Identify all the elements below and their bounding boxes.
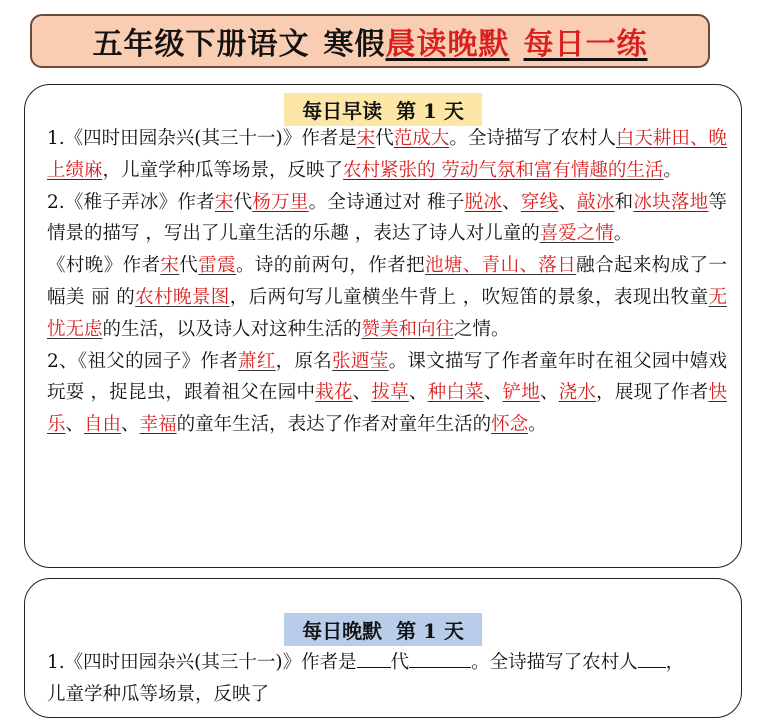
morning-heading-day: 第 1 天 (396, 99, 464, 123)
worksheet-title (30, 14, 710, 68)
answer: 白天耕田、晚上绩麻 (47, 128, 727, 181)
answer: 敲冰 (577, 191, 615, 213)
answer-blank[interactable] (638, 649, 666, 668)
title-morning-evening: 晨读晚默 (385, 27, 510, 62)
question-2: 儿童学种瓜等场景，反映了 (47, 683, 270, 705)
title-break: 寒假 (323, 27, 386, 62)
morning-body (47, 123, 727, 441)
answer: 宋 (356, 128, 376, 149)
paragraph-1: 1.《四时田园杂兴(其三十一)》作者是宋代范成大。全诗描写了农村人白天耕田、晚上绩麻，儿童学种瓜等场景，反映了农村紧张的 劳动气氛和富有情趣的生活。 (47, 128, 727, 181)
morning-heading-title: 每日早读 (302, 99, 383, 123)
evening-heading-day: 第 1 天 (396, 619, 464, 643)
answer: 萧红 (238, 350, 276, 372)
evening-heading (284, 613, 482, 646)
answer: 张迺莹 (332, 350, 389, 372)
answer: 种白菜 (427, 382, 484, 404)
answer: 冰块落地 (633, 191, 709, 213)
answer: 雷震 (198, 255, 236, 277)
paragraph-3: 《村晚》作者宋代雷震。诗的前两句，作者把池塘、青山、落日融合起来构成了一幅美 丽 的农村晚景图，后两句写儿童横坐牛背上 ，吹短笛的景象，表现出牧童无忧无虑的生活，以及诗人对这种生活的赞美和向往之情。 (47, 255, 727, 340)
answer: 脱冰 (464, 191, 503, 213)
answer: 拔草 (371, 382, 409, 404)
answer: 农村晚景图 (135, 286, 230, 308)
answer-blank[interactable] (357, 649, 391, 668)
answer: 杨万里 (252, 191, 309, 213)
morning-reading-card (24, 84, 742, 568)
evening-body (47, 647, 727, 711)
answer: 赞美和向往 (361, 318, 455, 340)
answer: 农村紧张的 劳动气氛和富有情趣的生活 (343, 159, 664, 181)
answer: 栽花 (315, 382, 353, 404)
answer: 浇水 (558, 382, 597, 404)
evening-heading-title: 每日晚默 (302, 619, 383, 643)
answer: 池塘、青山、落日 (424, 255, 577, 277)
answer: 自由 (84, 414, 122, 436)
evening-dictation-card (24, 578, 742, 718)
answer: 铲地 (502, 382, 540, 404)
answer: 喜爱之情 (539, 223, 614, 245)
answer: 范成大 (393, 128, 450, 149)
answer: 无忧无虑 (47, 286, 727, 340)
answer: 穿线 (520, 191, 559, 213)
title-grade: 五年级下册语文 (92, 27, 310, 62)
answer-blank[interactable] (409, 649, 471, 668)
answer: 宋 (214, 191, 234, 213)
paragraph-4: 2、《祖父的园子》作者萧红，原名张迺莹。课文描写了作者童年时在祖父园中嬉戏玩耍 ，捉昆虫，跟着祖父在园中栽花、拔草、种白菜、铲地、浇水，展现了作者快乐、自由、幸福的童年生活，表达了作者对童年生活的怀念。 (47, 350, 727, 436)
answer: 幸福 (139, 414, 177, 436)
morning-heading (284, 93, 482, 126)
paragraph-2: 2.《稚子弄冰》作者宋代杨万里。全诗通过对 稚子脱冰、穿线、敲冰和冰块落地等情景的描写 ，写出了儿童生活的乐趣 ，表达了诗人对儿童的喜爱之情。 (47, 191, 727, 245)
question-1: 1.《四时田园杂兴(其三十一)》作者是 代 。全诗描写了农村人 ， (47, 647, 727, 679)
answer: 宋 (160, 255, 180, 277)
answer: 怀念 (491, 414, 529, 436)
answer: 快乐 (47, 382, 727, 436)
title-daily-practice: 每日一练 (523, 27, 648, 62)
